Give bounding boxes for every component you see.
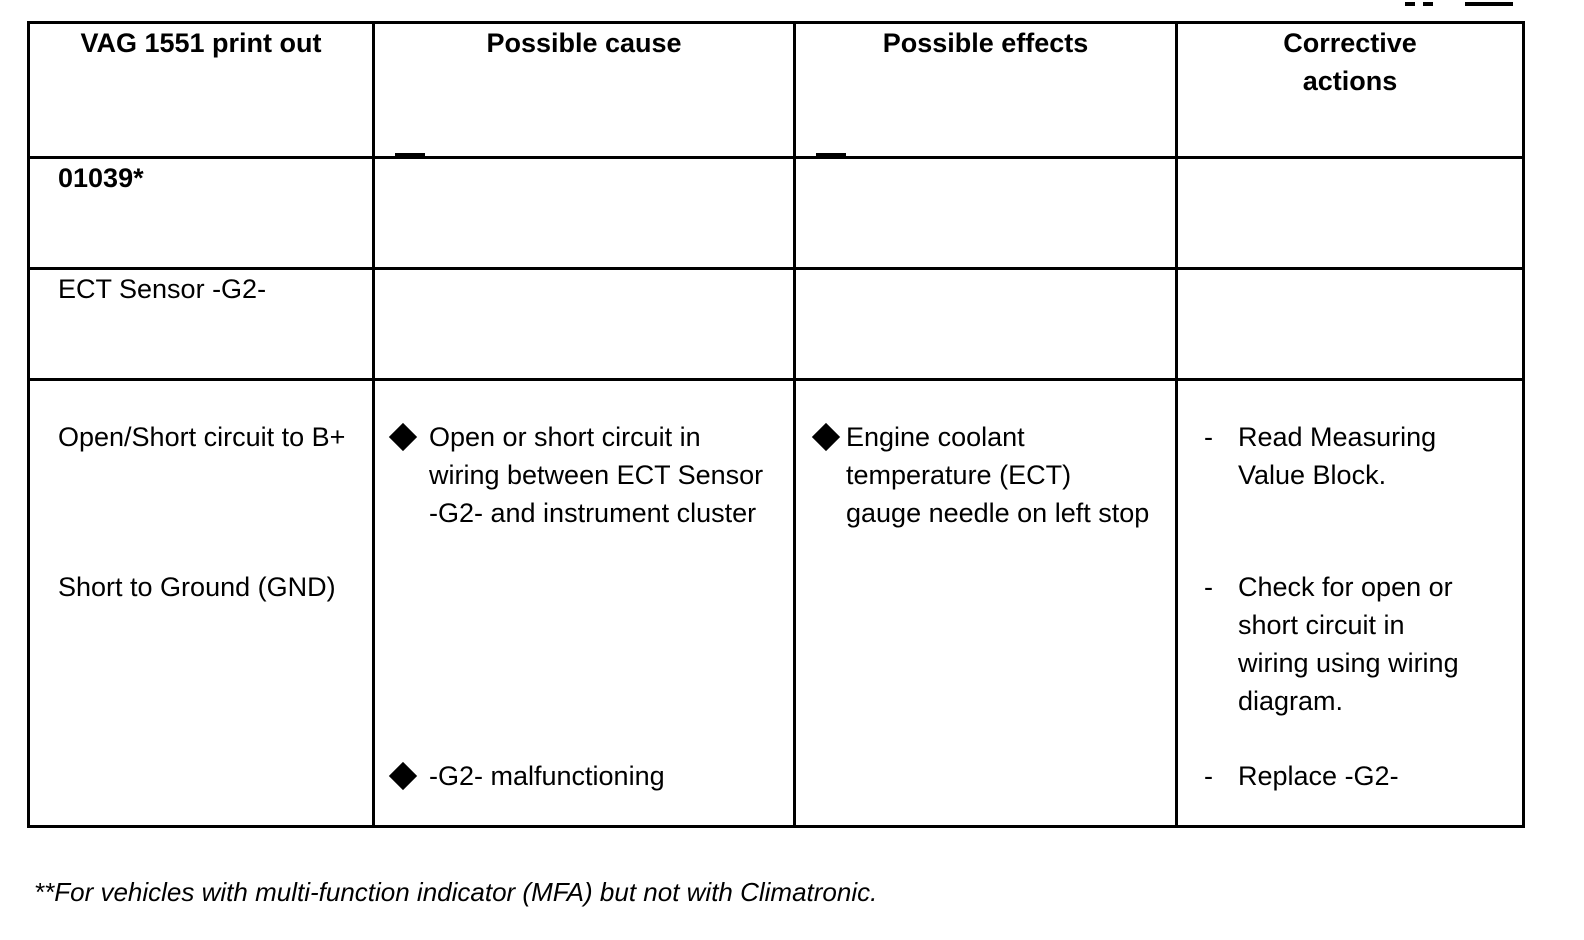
fault-code: 01039* [29, 158, 374, 269]
empty-cell [374, 158, 795, 269]
cause-text: -G2- malfunctioning [429, 761, 665, 791]
page-corner-mark [1405, 2, 1515, 10]
effect-text: Engine coolant temperature (ECT) gauge needle on left stop [846, 422, 1150, 528]
header-printout [29, 23, 374, 158]
dash-bullet: - [1204, 761, 1213, 791]
empty-cell [1177, 269, 1524, 380]
condition-text: Open/Short circuit to B+ [58, 422, 346, 452]
effects-cell [795, 380, 1177, 827]
header-row [29, 23, 1524, 158]
header-tick-mark [395, 153, 425, 156]
list-item [1204, 757, 1504, 795]
empty-cell [374, 269, 795, 380]
diamond-bullet-icon [812, 423, 840, 451]
header-effects [795, 23, 1177, 158]
actions-cell [1177, 380, 1524, 827]
list-item [387, 757, 777, 795]
diamond-bullet-icon [389, 423, 417, 451]
table-row [29, 269, 1524, 380]
action-text: Check for open or short circuit in wiring using wiring diagram. [1238, 572, 1459, 716]
causes-cell [374, 380, 795, 827]
action-text: Replace -G2- [1238, 761, 1399, 791]
header-printout-label: VAG 1551 print out [80, 28, 322, 58]
dash-bullet: - [1204, 572, 1213, 602]
conditions-cell [29, 380, 374, 827]
table-row [29, 380, 1524, 827]
header-actions [1177, 23, 1524, 158]
footnote: **For vehicles with multi-function indicator (MFA) but not with Climatronic. [34, 877, 878, 907]
list-item [1204, 568, 1474, 720]
component-name: ECT Sensor -G2- [29, 269, 374, 380]
action-text: Read Measuring Value Block. [1238, 422, 1437, 490]
header-actions-label: Corrective actions [1283, 28, 1417, 96]
list-item [1204, 418, 1464, 494]
dash-bullet: - [1204, 422, 1213, 452]
fault-table [27, 21, 1525, 828]
header-effects-label: Possible effects [882, 28, 1089, 58]
cause-text: Open or short circuit in wiring between ECT Sensor -G2- and instrument cluster [429, 422, 764, 528]
diamond-bullet-icon [389, 762, 417, 790]
condition-text: Short to Ground (GND) [58, 572, 336, 602]
empty-cell [1177, 158, 1524, 269]
header-cause [374, 23, 795, 158]
table-row [29, 158, 1524, 269]
header-cause-label: Possible cause [486, 28, 682, 58]
list-item [810, 418, 1150, 532]
empty-cell [795, 158, 1177, 269]
empty-cell [795, 269, 1177, 380]
list-item [387, 418, 777, 532]
header-tick-mark [816, 153, 846, 156]
